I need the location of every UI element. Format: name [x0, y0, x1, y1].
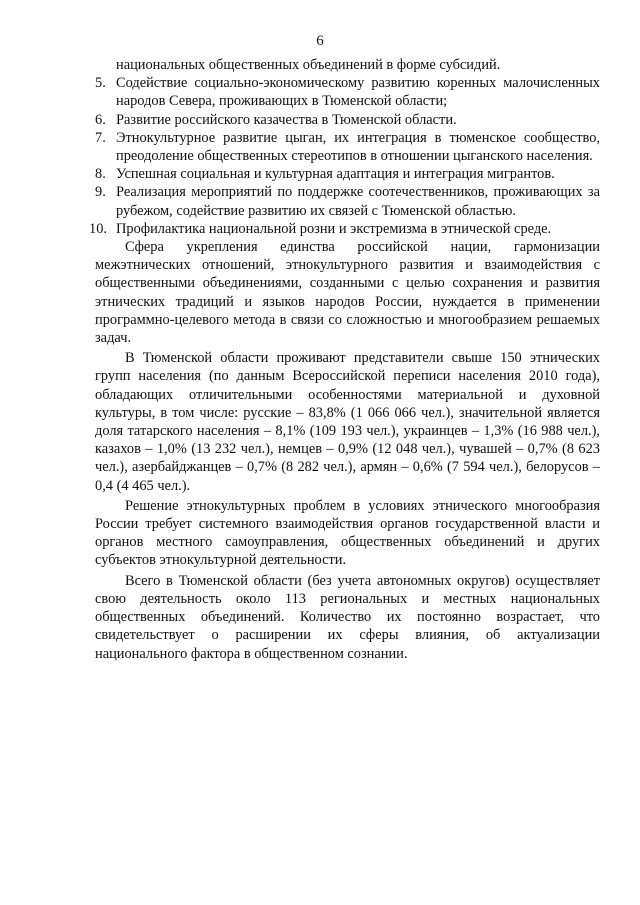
list-item-number: 6.: [95, 111, 106, 128]
list-item-number: 9.: [95, 184, 106, 201]
goals-list: [89, 74, 600, 238]
list-item: [95, 111, 600, 129]
list-item-text: Реализация мероприятий по поддержке соотечественников, проживающих за рубежом, содействие развитию их связей с Тюменской областью.: [116, 184, 600, 219]
paragraph-ethnic-groups: В Тюменской области проживают представители свыше 150 этнических групп населения (по данным Всероссийской переписи населения 2010 года), обладающих отличительными особенностями материальной и духовной культуры, в том числе: русские – 83,8% (1 066 066 чел.), значительной является доля татарского населения – 8,1% (109 193 чел.), украинцев – 1,3% (16 988 чел.), казахов – 1,0% (13 232 чел.), немцев – 0,9% (12 048 чел.), чувашей – 0,7% (8 623 чел.), азербайджанцев – 0,7% (8 282 чел.), армян – 0,6% (7 594 чел.), белорусов – 0,4 (4 465 чел.).: [95, 350, 600, 494]
paragraph-ethnocultural-problems: Решение этнокультурных проблем в условиях этнического многообразия России требует системного взаимодействия органов государственной власти и органов местного самоуправления, общественных объединений и других субъектов этнокультурной деятельности.: [95, 497, 600, 569]
list-item-number: 8.: [95, 166, 106, 183]
list-item-number: 5.: [95, 75, 106, 92]
list-item-text: Этнокультурное развитие цыган, их интеграция в тюменское сообщество, преодоление общественных стереотипов в отношении цыганского населения.: [116, 129, 600, 165]
list-item: [95, 129, 600, 165]
list-item: [89, 220, 600, 238]
list-item-text: Профилактика национальной розни и экстремизма в этнической среде.: [116, 220, 552, 237]
list-item: [95, 74, 600, 110]
list-item-number: 10.: [89, 220, 107, 237]
list-item-number: 7.: [95, 129, 106, 146]
list-item: [95, 183, 600, 219]
paragraph-public-associations: Всего в Тюменской области (без учета автономных округов) осуществляет свою деятельность около 113 региональных и местных национальных общественных объединений. Количество их постоянно возрастает, что свидетельствует о расширении их сферы влияния, об актуализации национального фактора в общественном сознании.: [95, 572, 600, 662]
page-number: 6: [316, 33, 324, 49]
continuation-line: национальных общественных объединений в форме субсидий.: [116, 57, 501, 73]
document-body: [89, 56, 600, 663]
paragraph-nation-unity: Сфера укрепления единства российской нации, гармонизации межэтнических отношений, этнокультурного развития и взаимодействия с общественными объединениями, созданными с целью сохранения и развития этнических традиций и языков народов России, нуждается в применении программно-целевого метода в связи со сложностью и многообразием решаемых задач.: [95, 239, 600, 347]
list-item-text: Развитие российского казачества в Тюменской области.: [116, 111, 457, 128]
list-item-text: Успешная социальная и культурная адаптация и интеграция мигрантов.: [116, 166, 555, 183]
list-item: [95, 165, 600, 183]
list-item-text: Содействие социально-экономическому развитию коренных малочисленных народов Севера, проживающих в Тюменской области;: [116, 75, 600, 110]
